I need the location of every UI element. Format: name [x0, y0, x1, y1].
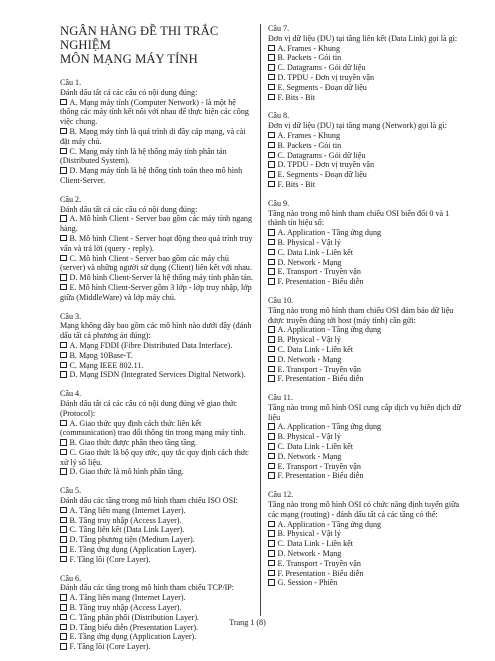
- answer-option-text: A. Frames - Khung: [277, 43, 340, 53]
- answer-option-text: E. Segments - Đoạn dữ liệu: [277, 170, 367, 180]
- answer-option[interactable]: [268, 520, 468, 530]
- answer-option-text: A. Giao thức quy định cách thức liên kết (communication) trao đổi thông tin trong mạng máy tính.: [60, 418, 246, 438]
- question-text: Đánh dấu tất cả các câu có nội dung đúng:: [60, 204, 198, 214]
- answer-option-text: C. Data Link - Liên kết: [277, 442, 354, 452]
- question-text: Mạng không dây bao gồm các mô hình nào dưới đây (đánh dấu tất cả phương án đúng):: [60, 321, 252, 341]
- question-q3: [60, 312, 253, 381]
- answer-option-text: B. Physical - Vật lý: [277, 237, 341, 247]
- checkbox-icon[interactable]: [60, 536, 67, 543]
- answer-option[interactable]: [60, 593, 253, 603]
- checkbox-icon[interactable]: [60, 643, 67, 650]
- answer-option[interactable]: [60, 234, 253, 254]
- checkbox-icon[interactable]: [60, 594, 67, 601]
- answer-option[interactable]: [268, 238, 468, 248]
- checkbox-icon[interactable]: [268, 229, 275, 236]
- question-text: Đánh dấu tất cả các câu có nội dung đúng về giao thức (Protocol):: [60, 398, 237, 418]
- question-q9: [268, 199, 468, 287]
- checkbox-icon[interactable]: [60, 556, 67, 563]
- question-label: Câu 12.: [268, 490, 294, 500]
- answer-option-text: B. Mạng 10Base-T.: [69, 350, 133, 360]
- checkbox-icon[interactable]: [268, 161, 275, 168]
- checkbox-icon[interactable]: [268, 249, 275, 256]
- page-footer: Trang 1 (8): [229, 618, 266, 627]
- checkbox-icon[interactable]: [268, 278, 275, 285]
- answer-option-text: F. Presentation - Biểu diễn: [277, 471, 364, 481]
- answer-option-text: B. Physical - Vật lý: [277, 432, 341, 442]
- checkbox-icon[interactable]: [268, 268, 275, 275]
- checkbox-icon[interactable]: [60, 284, 67, 291]
- answer-option[interactable]: [60, 419, 253, 439]
- checkbox-icon[interactable]: [268, 142, 275, 149]
- checkbox-icon[interactable]: [268, 326, 275, 333]
- answer-option-text: E. Tầng ứng dụng (Application Layer).: [69, 632, 197, 642]
- question-label: Câu 6.: [60, 573, 82, 583]
- question-text: Đánh dấu các tầng trong mô hình tham chiếu TCP/IP:: [60, 583, 235, 593]
- question-text: Tầng nào trong mô hình tham chiếu OSI đảm bảo dữ liệu được truyền đúng tới host (máy tính) cần gửi:: [268, 305, 454, 325]
- column-divider: [260, 24, 261, 616]
- checkbox-icon[interactable]: [60, 468, 67, 475]
- left-question-list: [60, 78, 253, 652]
- answer-option-text: C. Data Link - Liên kết: [277, 539, 354, 549]
- answer-option[interactable]: [268, 442, 468, 452]
- answer-option[interactable]: [268, 267, 468, 277]
- answer-option[interactable]: [60, 603, 253, 613]
- answer-option[interactable]: [60, 166, 253, 186]
- answer-option[interactable]: [60, 273, 253, 283]
- checkbox-icon[interactable]: [60, 517, 67, 524]
- answer-option[interactable]: [60, 361, 253, 371]
- question-text: Đánh dấu các tầng trong mô hình tham chiếu ISO OSI:: [60, 496, 239, 506]
- answer-option-text: F. Bits - Bit: [277, 92, 316, 102]
- answer-option-text: G. Session - Phiên: [277, 578, 338, 588]
- checkbox-icon[interactable]: [268, 84, 275, 91]
- answer-option-text: B. Packets - Gói tin: [277, 53, 342, 63]
- checkbox-icon[interactable]: [268, 453, 275, 460]
- question-label: Câu 2.: [60, 194, 82, 204]
- answer-option-text: A. Mạng FDDI (Fibre Distributed Data Interface).: [69, 340, 233, 350]
- answer-option-text: C. Datagrams - Gói dữ liệu: [277, 63, 366, 73]
- answer-option-text: B. Giao thức được phân theo tầng tầng.: [69, 438, 197, 448]
- checkbox-icon[interactable]: [60, 526, 67, 533]
- checkbox-icon[interactable]: [60, 633, 67, 640]
- checkbox-icon[interactable]: [268, 181, 275, 188]
- question-text: Tầng nào trong mô hình OSI có chức năng định tuyến giữa các mạng (routing) - đánh dấu tất cả các tầng có thể:: [268, 500, 460, 519]
- checkbox-icon[interactable]: [60, 235, 67, 242]
- answer-option[interactable]: [268, 355, 468, 365]
- checkbox-icon[interactable]: [268, 540, 275, 547]
- checkbox-icon[interactable]: [268, 94, 275, 101]
- answer-option-text: D. Tầng phương tiện (Medium Layer).: [69, 535, 195, 545]
- checkbox-icon[interactable]: [268, 550, 275, 557]
- checkbox-icon[interactable]: [60, 148, 67, 155]
- title-line-2: MÔN MẠNG MÁY TÍNH: [60, 52, 198, 66]
- question-label: Câu 10.: [268, 295, 294, 305]
- checkbox-icon[interactable]: [60, 604, 67, 611]
- right-column: [268, 24, 468, 597]
- answer-option[interactable]: [60, 351, 253, 361]
- answer-option[interactable]: [268, 432, 468, 442]
- answer-option-text: B. Packets - Gói tin: [277, 140, 342, 150]
- checkbox-icon[interactable]: [268, 259, 275, 266]
- answer-option[interactable]: [268, 471, 468, 481]
- answer-option-text: E. Tầng ứng dụng (Application Layer).: [69, 545, 197, 555]
- answer-option[interactable]: [60, 98, 253, 127]
- answer-option-text: A. Application - Tầng ứng dụng: [277, 325, 382, 335]
- question-label: Câu 5.: [60, 486, 82, 496]
- checkbox-icon[interactable]: [268, 423, 275, 430]
- left-column: [60, 24, 253, 661]
- checkbox-icon[interactable]: [60, 128, 67, 135]
- answer-option-text: C. Tầng liên kết (Data Link Layer).: [69, 525, 185, 535]
- question-q5: [60, 486, 253, 564]
- question-text: Đánh dấu tất cả các câu có nội dung đúng:: [60, 87, 198, 97]
- answer-option-text: D. Mạng ISDN (Integrated Services Digital Network).: [69, 370, 246, 380]
- answer-option-text: A. Mạng máy tính (Computer Network) - là một hệ thống các máy tính kết nối với nhau để thực hiện các công việc chung.: [60, 97, 249, 127]
- checkbox-icon[interactable]: [268, 74, 275, 81]
- checkbox-icon[interactable]: [60, 167, 67, 174]
- answer-option[interactable]: [268, 374, 468, 384]
- checkbox-icon[interactable]: [60, 352, 67, 359]
- answer-option-text: D. TPDU - Đơn vị truyền vận: [277, 72, 375, 82]
- answer-option[interactable]: [268, 539, 468, 549]
- answer-option-text: E. Mô hình Client-Server gồm 3 lớp - lớp truy nhập, lớp giữa (MiddleWare) và lớp máy chủ.: [60, 282, 252, 302]
- answer-option-text: B. Tầng truy nhập (Access Layer).: [69, 515, 182, 525]
- answer-option-text: F. Tầng lõi (Core Layer).: [69, 554, 151, 564]
- checkbox-icon[interactable]: [60, 420, 67, 427]
- answer-option-text: C. Mô hình Client - Server bao gồm các máy chủ (server) và những người sử dụng (Client) liên kết với nhau.: [60, 253, 252, 273]
- checkbox-icon[interactable]: [268, 472, 275, 479]
- answer-option-text: D. Mô hình Client-Server là hệ thống máy tính phân tán.: [69, 273, 253, 283]
- checkbox-icon[interactable]: [268, 560, 275, 567]
- checkbox-icon[interactable]: [268, 443, 275, 450]
- answer-option-text: D. Network - Mạng: [277, 257, 342, 267]
- answer-option-text: B. Physical - Vật lý: [277, 529, 341, 539]
- answer-option-text: D. Network - Mạng: [277, 354, 342, 364]
- answer-option[interactable]: [268, 131, 468, 141]
- answer-option-text: E. Segments - Đoạn dữ liệu: [277, 82, 367, 92]
- answer-option-text: D. Giao thức là mô hình phân tầng.: [69, 467, 184, 477]
- checkbox-icon[interactable]: [268, 336, 275, 343]
- checkbox-icon[interactable]: [268, 530, 275, 537]
- answer-option[interactable]: [268, 151, 468, 161]
- checkbox-icon[interactable]: [268, 521, 275, 528]
- checkbox-icon[interactable]: [268, 579, 275, 586]
- answer-option[interactable]: [60, 448, 253, 468]
- question-text: Đơn vị dữ liệu (DU) tại tầng mạng (Network) gọi là gì:: [268, 121, 447, 131]
- answer-option[interactable]: [60, 525, 253, 535]
- answer-option[interactable]: [268, 529, 468, 539]
- answer-option[interactable]: [60, 214, 253, 234]
- question-q10: [268, 296, 468, 384]
- question-text: Tầng nào trong mô hình tham chiếu OSI biến đổi 0 và 1 thành tín hiệu số:: [268, 208, 450, 228]
- answer-option[interactable]: [268, 44, 468, 54]
- answer-option-text: A. Application - Tầng ứng dụng: [277, 228, 382, 238]
- answer-option[interactable]: [60, 642, 253, 652]
- answer-option[interactable]: [268, 160, 468, 170]
- checkbox-icon[interactable]: [60, 439, 67, 446]
- answer-option[interactable]: [268, 578, 468, 588]
- checkbox-icon[interactable]: [268, 463, 275, 470]
- checkbox-icon[interactable]: [268, 239, 275, 246]
- question-text: Đơn vị dữ liệu (DU) tại tầng liên kết (Data Link) gọi là gì:: [268, 33, 458, 43]
- answer-option-text: C. Mạng IEEE 802.11.: [69, 360, 144, 370]
- answer-option[interactable]: [268, 248, 468, 258]
- answer-option[interactable]: [268, 63, 468, 73]
- answer-option[interactable]: [60, 254, 253, 274]
- answer-option-text: D. Mạng máy tính là hệ thống tính toán theo mô hình Client-Server.: [60, 166, 243, 185]
- answer-option-text: D. Tầng biểu diễn (Presentation Layer).: [69, 622, 199, 632]
- question-q12: [268, 490, 468, 588]
- answer-option-text: A. Mô hình Client - Server bao gồm các máy tính ngang hàng.: [60, 214, 253, 234]
- answer-option[interactable]: [268, 53, 468, 63]
- checkbox-icon[interactable]: [268, 152, 275, 159]
- checkbox-icon[interactable]: [60, 255, 67, 262]
- checkbox-icon[interactable]: [268, 433, 275, 440]
- answer-option[interactable]: [60, 127, 253, 147]
- checkbox-icon[interactable]: [268, 346, 275, 353]
- checkbox-icon[interactable]: [60, 371, 67, 378]
- answer-option-text: C. Data Link - Liên kết: [277, 344, 354, 354]
- answer-option[interactable]: [268, 73, 468, 83]
- answer-option[interactable]: [268, 141, 468, 151]
- checkbox-icon[interactable]: [60, 546, 67, 553]
- checkbox-icon[interactable]: [268, 366, 275, 373]
- answer-option[interactable]: [60, 370, 253, 380]
- answer-option-text: A. Frames - Khung: [277, 130, 340, 140]
- page-title: [60, 24, 253, 66]
- checkbox-icon[interactable]: [60, 274, 67, 281]
- question-q11: [268, 393, 468, 481]
- answer-option[interactable]: [268, 462, 468, 472]
- answer-option[interactable]: [268, 335, 468, 345]
- checkbox-icon[interactable]: [268, 171, 275, 178]
- question-label: Câu 11.: [268, 393, 293, 403]
- question-q7: [268, 24, 468, 102]
- checkbox-icon[interactable]: [268, 64, 275, 71]
- answer-option[interactable]: [60, 341, 253, 351]
- question-q6: [60, 574, 253, 652]
- answer-option-text: F. Presentation - Biểu diễn: [277, 374, 364, 384]
- answer-option[interactable]: [268, 559, 468, 569]
- answer-option[interactable]: [268, 170, 468, 180]
- answer-option[interactable]: [268, 422, 468, 432]
- checkbox-icon[interactable]: [268, 45, 275, 52]
- question-label: Câu 3.: [60, 311, 82, 321]
- answer-option[interactable]: [60, 555, 253, 565]
- answer-option-text: B. Mô hình Client - Server hoạt động theo quá trình truy vấn và trả lời (query - reply).: [60, 233, 253, 253]
- answer-option-text: C. Giao thức là bộ quy ước, quy tắc quy định cách thức xử lý số liệu.: [60, 447, 249, 467]
- answer-option[interactable]: [268, 365, 468, 375]
- answer-option[interactable]: [60, 147, 253, 167]
- answer-option-text: B. Physical - Vật lý: [277, 335, 341, 345]
- answer-option-text: B. Mạng máy tính là quá trình di đầy cáp mạng, và cài đặt máy chủ.: [60, 126, 246, 146]
- answer-option[interactable]: [60, 545, 253, 555]
- answer-option-text: E. Transport - Truyền vận: [277, 558, 361, 568]
- answer-option[interactable]: [60, 535, 253, 545]
- answer-option-text: B. Tầng truy nhập (Access Layer).: [69, 603, 182, 613]
- answer-option[interactable]: [60, 467, 253, 477]
- answer-option[interactable]: [268, 93, 468, 103]
- answer-option[interactable]: [268, 228, 468, 238]
- answer-option-text: A. Application - Tầng ứng dụng: [277, 422, 382, 432]
- answer-option[interactable]: [60, 506, 253, 516]
- question-label: Câu 7.: [268, 24, 290, 33]
- answer-option-text: A. Application - Tầng ứng dụng: [277, 519, 382, 529]
- checkbox-icon[interactable]: [60, 99, 67, 106]
- question-q2: [60, 195, 253, 303]
- answer-option[interactable]: [268, 277, 468, 287]
- answer-option[interactable]: [60, 283, 253, 303]
- answer-option-text: D. TPDU - Đơn vị truyền vận: [277, 160, 375, 170]
- answer-option-text: C. Mạng máy tính là hệ thống máy tính phân tán (Distributed System).: [60, 146, 227, 166]
- answer-option[interactable]: [268, 452, 468, 462]
- answer-option[interactable]: [268, 549, 468, 559]
- answer-option[interactable]: [268, 180, 468, 190]
- answer-option-text: F. Tầng lõi (Core Layer).: [69, 642, 151, 652]
- checkbox-icon[interactable]: [268, 54, 275, 61]
- answer-option[interactable]: [268, 258, 468, 268]
- answer-option-text: A. Tầng liên mạng (Internet Layer).: [69, 593, 186, 603]
- question-label: Câu 1.: [60, 78, 82, 87]
- question-label: Câu 8.: [268, 111, 290, 121]
- question-q4: [60, 389, 253, 477]
- question-label: Câu 9.: [268, 198, 290, 208]
- answer-option-text: D. Network - Mạng: [277, 451, 342, 461]
- answer-option-text: E. Transport - Truyền vận: [277, 461, 361, 471]
- answer-option-text: C. Datagrams - Gói dữ liệu: [277, 150, 366, 160]
- checkbox-icon[interactable]: [268, 356, 275, 363]
- answer-option-text: A. Tầng liên mạng (Internet Layer).: [69, 505, 186, 515]
- answer-option[interactable]: [268, 345, 468, 355]
- answer-option-text: E. Transport - Truyền vận: [277, 267, 361, 277]
- question-text: Tầng nào trong mô hình OSI cung cấp dịch vụ biên dịch dữ liệu: [268, 402, 461, 422]
- question-q1: [60, 78, 253, 186]
- answer-option[interactable]: [60, 438, 253, 448]
- question-label: Câu 4.: [60, 389, 82, 399]
- checkbox-icon[interactable]: [60, 449, 67, 456]
- checkbox-icon[interactable]: [60, 215, 67, 222]
- answer-option-text: F. Bits - Bit: [277, 179, 316, 189]
- answer-option-text: C. Data Link - Liên kết: [277, 247, 354, 257]
- checkbox-icon[interactable]: [60, 507, 67, 514]
- answer-option-text: F. Presentation - Biểu diễn: [277, 568, 364, 578]
- checkbox-icon[interactable]: [268, 570, 275, 577]
- answer-option[interactable]: [60, 516, 253, 526]
- answer-option-text: F. Presentation - Biểu diễn: [277, 277, 364, 287]
- answer-option-text: D. Network - Mạng: [277, 549, 342, 559]
- answer-option[interactable]: [268, 325, 468, 335]
- answer-option-text: E. Transport - Truyền vận: [277, 364, 361, 374]
- answer-option[interactable]: [268, 83, 468, 93]
- answer-option-text: C. Tầng phân phối (Distribution Layer).: [69, 612, 200, 622]
- title-line-1: NGÂN HÀNG ĐỀ THI TRẮC NGHIỆM: [60, 24, 219, 52]
- checkbox-icon[interactable]: [268, 375, 275, 382]
- checkbox-icon[interactable]: [268, 132, 275, 139]
- question-q8: [268, 111, 468, 189]
- answer-option[interactable]: [268, 569, 468, 579]
- right-question-list: [268, 24, 468, 588]
- checkbox-icon[interactable]: [60, 362, 67, 369]
- answer-option[interactable]: [60, 632, 253, 642]
- checkbox-icon[interactable]: [60, 342, 67, 349]
